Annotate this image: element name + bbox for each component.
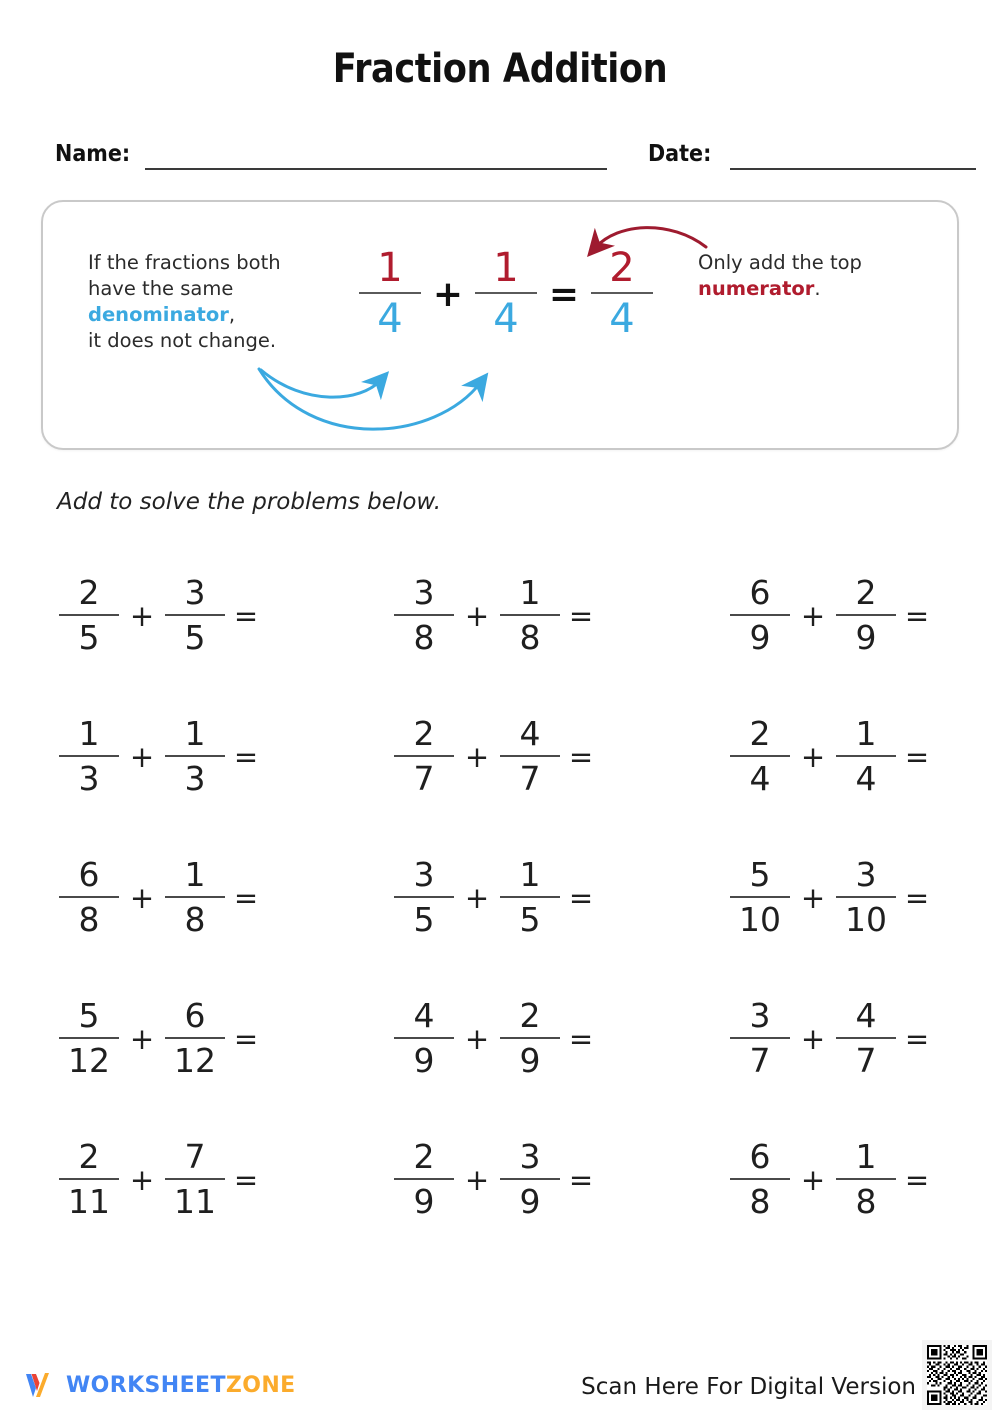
fraction-bar: [730, 755, 790, 757]
denominator: 7: [749, 1041, 771, 1080]
answer-blank[interactable]: [934, 1145, 1000, 1215]
example-result-numerator: 2: [609, 245, 635, 291]
numerator: 4: [855, 996, 877, 1035]
numerator: 3: [413, 573, 435, 612]
example-fraction-1: [353, 246, 427, 341]
problem-row: [0, 545, 1000, 686]
fraction-bar: [394, 896, 454, 898]
example-fraction-2: [469, 246, 543, 341]
numerator: 1: [78, 714, 100, 753]
numerator: 6: [78, 855, 100, 894]
fraction-bar: [59, 755, 119, 757]
numerator-keyword: numerator: [698, 277, 815, 300]
fraction-1: [390, 716, 458, 797]
name-label: Name:: [55, 141, 131, 167]
qr-code-image: [927, 1345, 987, 1405]
numerator: 6: [749, 573, 771, 612]
fraction-1: [726, 1139, 794, 1220]
problem-expression: [726, 716, 1000, 797]
numerator: 2: [519, 996, 541, 1035]
denominator: 10: [739, 900, 781, 939]
numerator: 1: [855, 714, 877, 753]
fraction-2: [832, 716, 900, 797]
problem-expression: [55, 998, 333, 1079]
plus-operator: +: [129, 880, 155, 915]
fraction-2: [161, 1139, 229, 1220]
problem-14[interactable]: [333, 1109, 666, 1250]
denominator: 9: [855, 618, 877, 657]
plus-operator: +: [464, 1162, 490, 1197]
fraction-bar: [59, 1178, 119, 1180]
problem-row: [0, 968, 1000, 1109]
answer-blank[interactable]: [598, 722, 668, 792]
footer: [0, 1326, 1000, 1416]
example-denominator-2: 4: [493, 296, 519, 342]
fraction-1: [390, 998, 458, 1079]
fraction-1: [55, 575, 123, 656]
denominator: 5: [78, 618, 100, 657]
answer-blank[interactable]: [934, 722, 1000, 792]
numerator: 6: [749, 1137, 771, 1176]
directions-text: Add to solve the problems below.: [57, 489, 442, 515]
denominator: 4: [855, 759, 877, 798]
numerator: 2: [78, 573, 100, 612]
fraction-bar: [836, 1037, 896, 1039]
answer-blank[interactable]: [598, 581, 668, 651]
fraction-bar: [165, 896, 225, 898]
problem-8[interactable]: [333, 827, 666, 968]
fraction-bar: [165, 614, 225, 616]
left-line-2: have the same: [88, 277, 234, 300]
scan-instruction-text: Scan Here For Digital Version: [581, 1374, 916, 1400]
numerator: 1: [184, 855, 206, 894]
equals-operator: =: [233, 739, 259, 774]
fraction-1: [55, 716, 123, 797]
problem-expression: [726, 998, 1000, 1079]
problem-expression: [55, 575, 333, 656]
numerator: 2: [413, 714, 435, 753]
denominator: 11: [68, 1182, 110, 1221]
answer-blank[interactable]: [263, 863, 333, 933]
problem-5[interactable]: [333, 686, 666, 827]
denominator: 9: [413, 1041, 435, 1080]
fraction-1: [726, 575, 794, 656]
fraction-2: [161, 575, 229, 656]
example-numerator-1: 1: [377, 245, 403, 291]
denominator: 5: [519, 900, 541, 939]
problem-4[interactable]: [0, 686, 333, 827]
denominator: 5: [413, 900, 435, 939]
fraction-2: [832, 857, 900, 938]
numerator: 2: [855, 573, 877, 612]
denominator: 12: [174, 1041, 216, 1080]
blue-arrow-short: [261, 370, 381, 397]
plus-operator: +: [129, 739, 155, 774]
fraction-bar: [500, 755, 560, 757]
fraction-bar: [500, 1037, 560, 1039]
fraction-bar: [165, 755, 225, 757]
problem-expression: [390, 716, 668, 797]
answer-blank[interactable]: [934, 581, 1000, 651]
denominator: 3: [78, 759, 100, 798]
problem-expression: [726, 857, 1000, 938]
fraction-2: [161, 857, 229, 938]
numerator: 7: [184, 1137, 206, 1176]
denominator: 8: [184, 900, 206, 939]
problem-row: [0, 827, 1000, 968]
answer-blank[interactable]: [263, 722, 333, 792]
fraction-1: [55, 998, 123, 1079]
denominator: 7: [413, 759, 435, 798]
plus-operator: +: [464, 598, 490, 633]
fraction-1: [390, 575, 458, 656]
numerator: 2: [749, 714, 771, 753]
left-comma: ,: [228, 303, 236, 326]
right-line-1: Only add the top: [698, 251, 862, 274]
problem-2[interactable]: [333, 545, 666, 686]
blue-arrow-long: [259, 369, 481, 429]
denominator: 11: [174, 1182, 216, 1221]
fraction-2: [496, 1139, 564, 1220]
plus-operator: +: [800, 880, 826, 915]
example-fraction-bar-1: [359, 292, 421, 294]
fraction-bar: [836, 896, 896, 898]
equals-operator: =: [233, 598, 259, 633]
example-result-denominator: 4: [609, 296, 635, 342]
problem-12[interactable]: [666, 968, 999, 1109]
problem-3[interactable]: [666, 545, 999, 686]
problem-15[interactable]: [666, 1109, 999, 1250]
plus-operator: +: [800, 1162, 826, 1197]
problem-expression: [390, 1139, 668, 1220]
numerator: 2: [78, 1137, 100, 1176]
fraction-bar: [394, 755, 454, 757]
panel-right-text: [698, 250, 948, 302]
answer-blank[interactable]: [263, 1004, 333, 1074]
equals-operator: =: [904, 1162, 930, 1197]
equals-operator: =: [233, 1162, 259, 1197]
numerator: 1: [855, 1137, 877, 1176]
brand-zone-text: ZONE: [225, 1372, 296, 1398]
fraction-bar: [59, 1037, 119, 1039]
numerator: 2: [413, 1137, 435, 1176]
answer-blank[interactable]: [263, 1145, 333, 1215]
numerator: 1: [519, 573, 541, 612]
fraction-2: [832, 998, 900, 1079]
denominator: 8: [519, 618, 541, 657]
denominator: 10: [845, 900, 887, 939]
numerator: 1: [184, 714, 206, 753]
fraction-2: [496, 575, 564, 656]
fraction-bar: [394, 1178, 454, 1180]
problem-expression: [390, 857, 668, 938]
problem-expression: [55, 857, 333, 938]
plus-operator: +: [800, 1021, 826, 1056]
problem-9[interactable]: [666, 827, 999, 968]
plus-operator: +: [800, 598, 826, 633]
name-date-row: [0, 135, 1000, 175]
equals-operator: =: [233, 880, 259, 915]
qr-code[interactable]: [922, 1340, 992, 1410]
example-fraction-result: [585, 246, 659, 341]
numerator: 4: [413, 996, 435, 1035]
fraction-bar: [59, 614, 119, 616]
example-fraction-bar-result: [591, 292, 653, 294]
numerator: 5: [78, 996, 100, 1035]
page-title: Fraction Addition: [332, 46, 668, 92]
problem-expression: [726, 1139, 1000, 1220]
equals-operator: =: [568, 598, 594, 633]
worksheet-zone-logo[interactable]: [22, 1368, 296, 1402]
equals-operator: =: [904, 880, 930, 915]
problem-expression: [726, 575, 1000, 656]
example-fraction-bar-2: [475, 292, 537, 294]
numerator: 3: [413, 855, 435, 894]
fraction-2: [832, 1139, 900, 1220]
date-input-line[interactable]: [730, 168, 976, 170]
answer-blank[interactable]: [263, 581, 333, 651]
fraction-1: [390, 857, 458, 938]
example-equation: [353, 246, 659, 341]
example-numerator-2: 1: [493, 245, 519, 291]
denominator: 3: [184, 759, 206, 798]
numerator: 6: [184, 996, 206, 1035]
fraction-2: [161, 998, 229, 1079]
fraction-bar: [836, 1178, 896, 1180]
numerator: 1: [519, 855, 541, 894]
answer-blank[interactable]: [598, 863, 668, 933]
denominator: 9: [519, 1182, 541, 1221]
left-line-1: If the fractions both: [88, 251, 281, 274]
problem-1[interactable]: [0, 545, 333, 686]
fraction-bar: [730, 614, 790, 616]
denominator: 5: [184, 618, 206, 657]
fraction-bar: [500, 896, 560, 898]
example-denominator-1: 4: [377, 296, 403, 342]
problem-row: [0, 1109, 1000, 1250]
fraction-bar: [394, 614, 454, 616]
worksheet-zone-mark-icon: [22, 1368, 56, 1402]
panel-left-text: [88, 250, 358, 354]
denominator: 8: [855, 1182, 877, 1221]
problem-7[interactable]: [0, 827, 333, 968]
numerator: 5: [749, 855, 771, 894]
plus-operator: +: [464, 1021, 490, 1056]
equals-operator: =: [568, 1162, 594, 1197]
fraction-2: [161, 716, 229, 797]
fraction-bar: [500, 614, 560, 616]
denominator: 7: [519, 759, 541, 798]
numerator: 3: [184, 573, 206, 612]
fraction-1: [726, 716, 794, 797]
name-input-line[interactable]: [145, 168, 607, 170]
example-plus-operator: +: [432, 274, 464, 315]
fraction-bar: [730, 896, 790, 898]
numerator: 4: [519, 714, 541, 753]
left-line-4: it does not change.: [88, 329, 277, 352]
plus-operator: +: [129, 1021, 155, 1056]
problem-row: [0, 686, 1000, 827]
fraction-bar: [500, 1178, 560, 1180]
brand-worksheet-text: WORKSHEET: [66, 1372, 226, 1398]
example-equals-operator: =: [548, 274, 580, 315]
problem-13[interactable]: [0, 1109, 333, 1250]
denominator: 8: [413, 618, 435, 657]
plus-operator: +: [129, 1162, 155, 1197]
fraction-1: [55, 1139, 123, 1220]
equals-operator: =: [568, 1021, 594, 1056]
problem-10[interactable]: [0, 968, 333, 1109]
problem-expression: [55, 716, 333, 797]
equals-operator: =: [233, 1021, 259, 1056]
answer-blank[interactable]: [934, 1004, 1000, 1074]
answer-blank[interactable]: [598, 1145, 668, 1215]
equals-operator: =: [904, 739, 930, 774]
equals-operator: =: [904, 598, 930, 633]
fraction-bar: [836, 614, 896, 616]
plus-operator: +: [800, 739, 826, 774]
denominator: 9: [519, 1041, 541, 1080]
date-label: Date:: [648, 141, 712, 167]
denominator: 4: [749, 759, 771, 798]
equals-operator: =: [568, 880, 594, 915]
fraction-2: [832, 575, 900, 656]
denominator: 12: [68, 1041, 110, 1080]
fraction-bar: [165, 1178, 225, 1180]
denominator: 7: [855, 1041, 877, 1080]
instruction-panel: [41, 200, 959, 450]
fraction-bar: [730, 1178, 790, 1180]
numerator: 3: [749, 996, 771, 1035]
fraction-2: [496, 716, 564, 797]
answer-blank[interactable]: [934, 863, 1000, 933]
problem-6[interactable]: [666, 686, 999, 827]
fraction-bar: [730, 1037, 790, 1039]
fraction-2: [496, 998, 564, 1079]
denominator: 9: [413, 1182, 435, 1221]
fraction-1: [55, 857, 123, 938]
brand-name: [66, 1373, 296, 1398]
fraction-1: [726, 857, 794, 938]
problem-expression: [390, 575, 668, 656]
fraction-bar: [836, 755, 896, 757]
fraction-bar: [59, 896, 119, 898]
problem-11[interactable]: [333, 968, 666, 1109]
denominator-keyword: denominator: [88, 303, 229, 326]
numerator: 3: [519, 1137, 541, 1176]
equals-operator: =: [568, 739, 594, 774]
fraction-bar: [394, 1037, 454, 1039]
fraction-bar: [165, 1037, 225, 1039]
fraction-2: [496, 857, 564, 938]
denominator: 8: [78, 900, 100, 939]
plus-operator: +: [464, 880, 490, 915]
fraction-1: [390, 1139, 458, 1220]
numerator: 3: [855, 855, 877, 894]
plus-operator: +: [129, 598, 155, 633]
fraction-1: [726, 998, 794, 1079]
problem-grid: [0, 545, 1000, 1250]
plus-operator: +: [464, 739, 490, 774]
problem-expression: [55, 1139, 333, 1220]
denominator: 8: [749, 1182, 771, 1221]
equals-operator: =: [904, 1021, 930, 1056]
right-period: .: [814, 277, 821, 300]
answer-blank[interactable]: [598, 1004, 668, 1074]
denominator: 9: [749, 618, 771, 657]
problem-expression: [390, 998, 668, 1079]
